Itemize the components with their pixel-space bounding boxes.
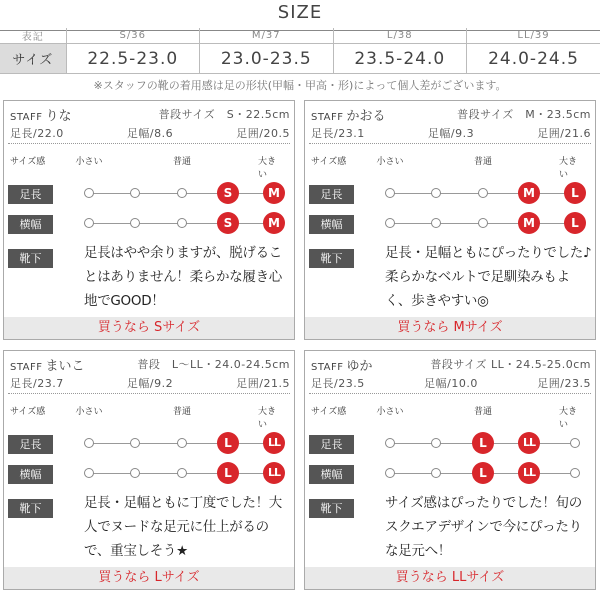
size-mark: LL: [263, 432, 285, 454]
staff-card: [304, 350, 596, 590]
size-code-row: [0, 28, 600, 44]
staff-header: [10, 105, 290, 123]
staff-label: STAFF: [10, 112, 43, 123]
foot-width: 足幅/8.6: [126, 127, 174, 140]
staff-card: [3, 100, 295, 340]
card-divider: [309, 143, 591, 144]
scale-pip: [431, 188, 441, 198]
staff-card: [304, 100, 596, 340]
foot-girth: 足囲/20.5: [236, 127, 290, 140]
scale-pip: [570, 438, 580, 448]
size-mark: L: [472, 432, 494, 454]
staff-label: STAFF: [10, 362, 43, 373]
size-mark: LL: [518, 432, 540, 454]
size-mark: LL: [263, 462, 285, 484]
scale-pip: [130, 438, 140, 448]
size-mark: M: [263, 182, 285, 204]
scale-small-label: 小さい: [376, 407, 404, 417]
scale-small-label: 小さい: [376, 157, 404, 167]
recommend-bar: 買うなら LLサイズ: [305, 567, 595, 589]
size-mark: L: [564, 182, 586, 204]
scale-fit-label: 普通: [172, 157, 192, 167]
length-tag: 足長: [309, 185, 354, 204]
scale-large-label: 大きい: [559, 157, 578, 180]
usual-size: 普段サイズ M・23.5cm: [457, 108, 591, 121]
size-mark: M: [263, 212, 285, 234]
size-range: 22.5-23.0: [66, 44, 200, 74]
staff-name: りな: [45, 109, 72, 124]
width-scale: [4, 463, 294, 485]
staff-comment: 足長・足幅ともに丁度でした！大人でヌードな足元に仕上がるので、重宝しそう★: [84, 495, 282, 559]
recommend-bar: 買うなら Lサイズ: [4, 567, 294, 589]
foot-width: 足幅/9.2: [126, 377, 174, 390]
width-scale: [4, 213, 294, 235]
scale-title: サイズ感: [10, 407, 46, 417]
size-range: 23.0-23.5: [200, 44, 334, 74]
size-mark: M: [518, 182, 540, 204]
shoe-tag: 靴下: [8, 249, 53, 268]
foot-girth: 足囲/23.5: [537, 377, 591, 390]
scale-pip: [177, 438, 187, 448]
foot-length: 足長/23.1: [311, 127, 365, 140]
header-label: 表記: [0, 28, 66, 44]
size-range-row: [0, 44, 600, 74]
size-range: 24.0-24.5: [467, 44, 600, 74]
shoe-tag: 靴下: [309, 499, 354, 518]
staff-comment: サイズ感はぴったりでした！旬のスクエアデザインで今にぴったりな足元へ！: [385, 495, 582, 559]
foot-measurements: [311, 375, 591, 391]
length-tag: 足長: [309, 435, 354, 454]
scale-pip: [177, 218, 187, 228]
usual-size: 普段サイズ LL・24.5-25.0cm: [430, 358, 591, 371]
scale-pip: [177, 468, 187, 478]
scale-large-label: 大きい: [258, 407, 277, 430]
size-code: S/36: [66, 28, 200, 44]
staff-card: [3, 350, 295, 590]
scale-pip: [385, 468, 395, 478]
length-scale: [305, 433, 595, 455]
scale-fit-label: 普通: [473, 157, 493, 167]
scale-large-label: 大きい: [559, 407, 578, 430]
size-mark: LL: [518, 462, 540, 484]
size-mark: L: [217, 432, 239, 454]
shoe-tag: 靴下: [8, 499, 53, 518]
size-mark: S: [217, 212, 239, 234]
width-tag: 横幅: [8, 465, 53, 484]
recommend-bar: 買うなら Sサイズ: [4, 317, 294, 339]
staff-header: [311, 355, 591, 373]
foot-girth: 足囲/21.6: [537, 127, 591, 140]
shoe-tag: 靴下: [309, 249, 354, 268]
size-code: L/38: [333, 28, 467, 44]
size-mark: L: [472, 462, 494, 484]
staff-label: STAFF: [311, 362, 344, 373]
scale-pip: [84, 438, 94, 448]
foot-measurements: [10, 125, 290, 141]
staff-name: まいこ: [45, 359, 85, 374]
size-range: 23.5-24.0: [333, 44, 467, 74]
scale-fit-label: 普通: [172, 407, 192, 417]
width-scale: [305, 213, 595, 235]
foot-girth: 足囲/21.5: [236, 377, 290, 390]
size-mark: M: [518, 212, 540, 234]
scale-pip: [478, 188, 488, 198]
card-divider: [309, 393, 591, 394]
staff-name: かおる: [346, 109, 386, 124]
size-code: M/37: [200, 28, 334, 44]
width-tag: 横幅: [8, 215, 53, 234]
foot-length: 足長/23.7: [10, 377, 64, 390]
scale-pip: [385, 438, 395, 448]
length-scale: [305, 183, 595, 205]
foot-length: 足長/22.0: [10, 127, 64, 140]
scale-small-label: 小さい: [75, 407, 103, 417]
length-tag: 足長: [8, 185, 53, 204]
usual-size: 普段サイズ S・22.5cm: [158, 108, 290, 121]
scale-header: [4, 153, 294, 180]
scale-pip: [478, 218, 488, 228]
staff-comment: 足長・足幅ともにぴったりでした♪柔らかなベルトで足馴染みもよく、歩きやすい◎: [385, 245, 592, 309]
card-divider: [8, 393, 290, 394]
width-scale: [305, 463, 595, 485]
foot-measurements: [10, 375, 290, 391]
page-title: SIZE: [277, 2, 323, 23]
size-code: LL/39: [517, 30, 550, 41]
scale-pip: [431, 218, 441, 228]
scale-pip: [130, 218, 140, 228]
staff-label: STAFF: [311, 112, 344, 123]
scale-title: サイズ感: [10, 157, 46, 167]
width-tag: 横幅: [309, 215, 354, 234]
foot-measurements: [311, 125, 591, 141]
scale-pip: [431, 468, 441, 478]
scale-pip: [431, 438, 441, 448]
scale-pip: [570, 468, 580, 478]
scale-pip: [84, 188, 94, 198]
staff-comment: 足長はやや余りますが、脱げることはありません！柔らかな履き心地でGOOD！: [84, 245, 282, 309]
foot-length: 足長/23.5: [311, 377, 365, 390]
staff-header: [311, 105, 591, 123]
scale-pip: [177, 188, 187, 198]
foot-width: 足幅/9.3: [427, 127, 475, 140]
foot-width: 足幅/10.0: [424, 377, 478, 390]
size-mark: L: [217, 462, 239, 484]
scale-header: [305, 403, 595, 430]
scale-pip: [130, 188, 140, 198]
scale-pip: [84, 468, 94, 478]
scale-header: [4, 403, 294, 430]
scale-title: サイズ感: [311, 157, 347, 167]
scale-pip: [385, 188, 395, 198]
scale-header: [305, 153, 595, 180]
width-tag: 横幅: [309, 465, 354, 484]
scale-fit-label: 普通: [473, 407, 493, 417]
staff-name: ゆか: [346, 359, 373, 374]
recommend-bar: 買うなら Mサイズ: [305, 317, 595, 339]
fit-note: ※スタッフの靴の着用感は足の形状(甲幅・甲高・形)によって個人差がございます。: [93, 79, 507, 92]
row-label: サイズ: [0, 44, 66, 74]
length-scale: [4, 433, 294, 455]
scale-small-label: 小さい: [75, 157, 103, 167]
staff-header: [10, 355, 290, 373]
scale-title: サイズ感: [311, 407, 347, 417]
length-scale: [4, 183, 294, 205]
scale-pip: [130, 468, 140, 478]
size-mark: S: [217, 182, 239, 204]
size-mark: L: [564, 212, 586, 234]
usual-size: 普段 L～LL・24.0-24.5cm: [137, 358, 290, 371]
card-divider: [8, 143, 290, 144]
length-tag: 足長: [8, 435, 53, 454]
size-table: [0, 28, 600, 74]
scale-pip: [385, 218, 395, 228]
scale-large-label: 大きい: [258, 157, 277, 180]
scale-pip: [84, 218, 94, 228]
